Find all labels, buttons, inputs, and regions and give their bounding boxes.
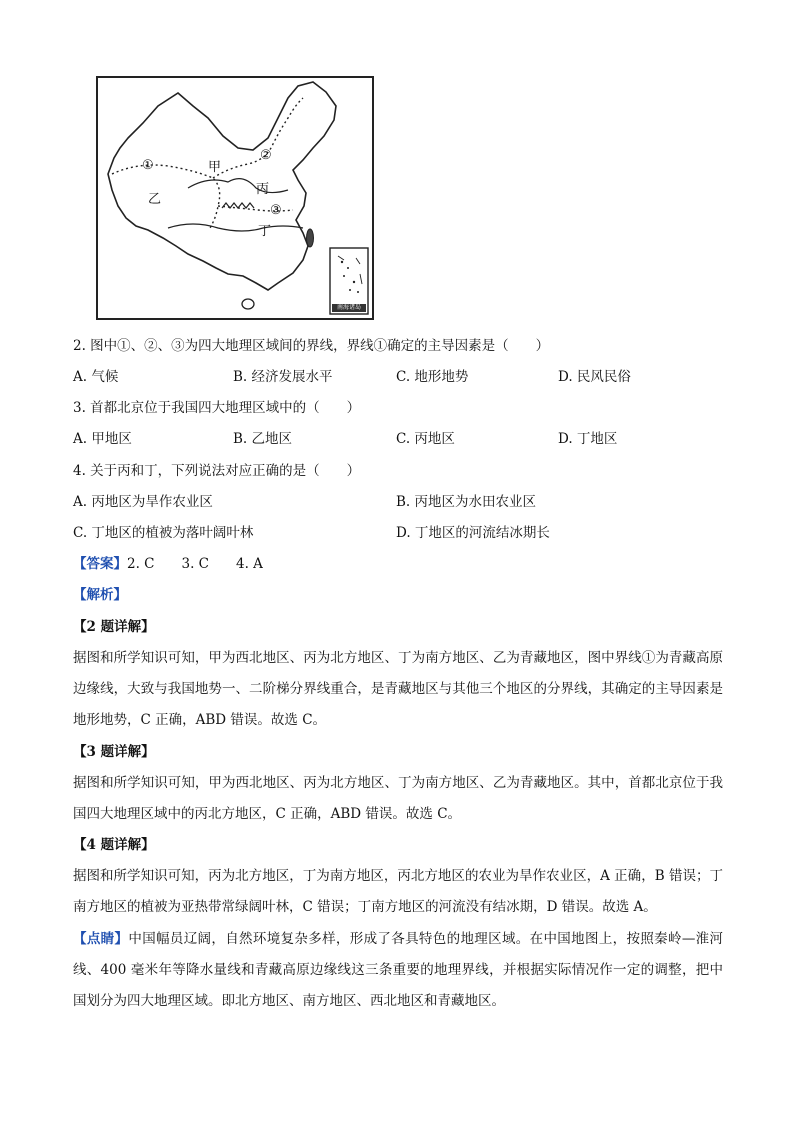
question-2-stem: 2. 图中①、②、③为四大地理区域间的界线，界线①确定的主导因素是（ ） — [73, 338, 550, 354]
tip-label: 【点睛】 — [73, 931, 129, 947]
q2-option-d: D. 民风民俗 — [558, 369, 631, 385]
tip-text: 中国幅员辽阔，自然环境复杂多样，形成了各具特色的地理区域。在中国地图上，按照秦岭—淮河线、400 毫米年等降水量线和青藏高原边缘线这三条重要的地理界线，并根据实际情况作一定的调整，把中国划分为四大地理区域。即北方地区、南方地区、西北地区和青藏地区。 — [73, 931, 724, 1009]
region-label-bing: 丙 — [256, 182, 270, 197]
analysis-label: 【解析】 — [73, 587, 127, 603]
q2-detail-text: 据图和所学知识可知，甲为西北地区、丙为北方地区、丁为南方地区、乙为青藏地区，图中界线①为青藏高原边缘线，大致与我国地势一、二阶梯分界线重合，是青藏地区与其他三个地区的分界线，其确定的主导因素是地形地势，C 正确，ABD 错误。故选 C。 — [73, 650, 723, 728]
q4-option-a: A. 丙地区为旱作农业区 — [73, 494, 213, 510]
answer-label: 【答案】 — [73, 556, 127, 572]
q2-option-a: A. 气候 — [73, 369, 119, 385]
region-label-ding: 丁 — [258, 224, 272, 239]
qinling-mountain-symbol — [222, 203, 254, 208]
q3-option-a: A. 甲地区 — [73, 431, 132, 447]
answer-text: 2. C 3. C 4. A — [127, 556, 263, 572]
boundary-label-1: ① — [142, 158, 154, 173]
boundary-1-line — [112, 165, 220, 228]
q4-option-d: D. 丁地区的河流结冰期长 — [396, 525, 550, 541]
q2-option-c: C. 地形地势 — [396, 369, 469, 385]
q3-detail-text: 据图和所学知识可知，甲为西北地区、丙为北方地区、丁为南方地区、乙为青藏地区。其中，首都北京位于我国四大地理区域中的丙北方地区，C 正确，ABD 错误。故选 C。 — [73, 775, 723, 822]
q4-option-b: B. 丙地区为水田农业区 — [396, 494, 537, 510]
china-outline-map — [98, 78, 372, 318]
question-4-stem: 4. 关于丙和丁，下列说法对应正确的是（ ） — [73, 463, 361, 479]
taiwan-island — [307, 229, 314, 247]
question-3-stem: 3. 首都北京位于我国四大地理区域中的（ ） — [73, 400, 361, 416]
q2-option-b: B. 经济发展水平 — [233, 369, 333, 385]
q3-option-b: B. 乙地区 — [233, 431, 293, 447]
answer-row — [73, 554, 263, 574]
inset-caption: 南海诸岛 — [336, 304, 361, 311]
q3-detail-heading: 【3 题详解】 — [73, 744, 155, 760]
china-regions-map — [96, 76, 374, 320]
hainan-island — [242, 299, 254, 309]
q3-option-d: D. 丁地区 — [558, 431, 618, 447]
region-label-jia: 甲 — [208, 160, 222, 175]
boundary-label-2: ② — [260, 148, 272, 163]
yellow-river — [188, 179, 288, 193]
analysis-label-row — [73, 585, 127, 605]
q4-option-c: C. 丁地区的植被为落叶阔叶林 — [73, 525, 254, 541]
region-label-yi: 乙 — [148, 192, 162, 207]
tip-paragraph — [73, 924, 723, 1017]
q4-detail-text: 据图和所学知识可知，丙为北方地区，丁为南方地区，丙北方地区的农业为旱作农业区，A 正确，B 错误；丁南方地区的植被为亚热带常绿阔叶林，C 错误；丁南方地区的河流没有结冰期，D 错误。故选 A。 — [73, 868, 723, 915]
q4-detail-heading: 【4 题详解】 — [73, 837, 155, 853]
q3-option-c: C. 丙地区 — [396, 431, 455, 447]
q2-detail-heading: 【2 题详解】 — [73, 619, 155, 635]
boundary-label-3: ③ — [270, 203, 282, 218]
yangtze-river — [168, 224, 303, 231]
china-border — [108, 82, 336, 290]
